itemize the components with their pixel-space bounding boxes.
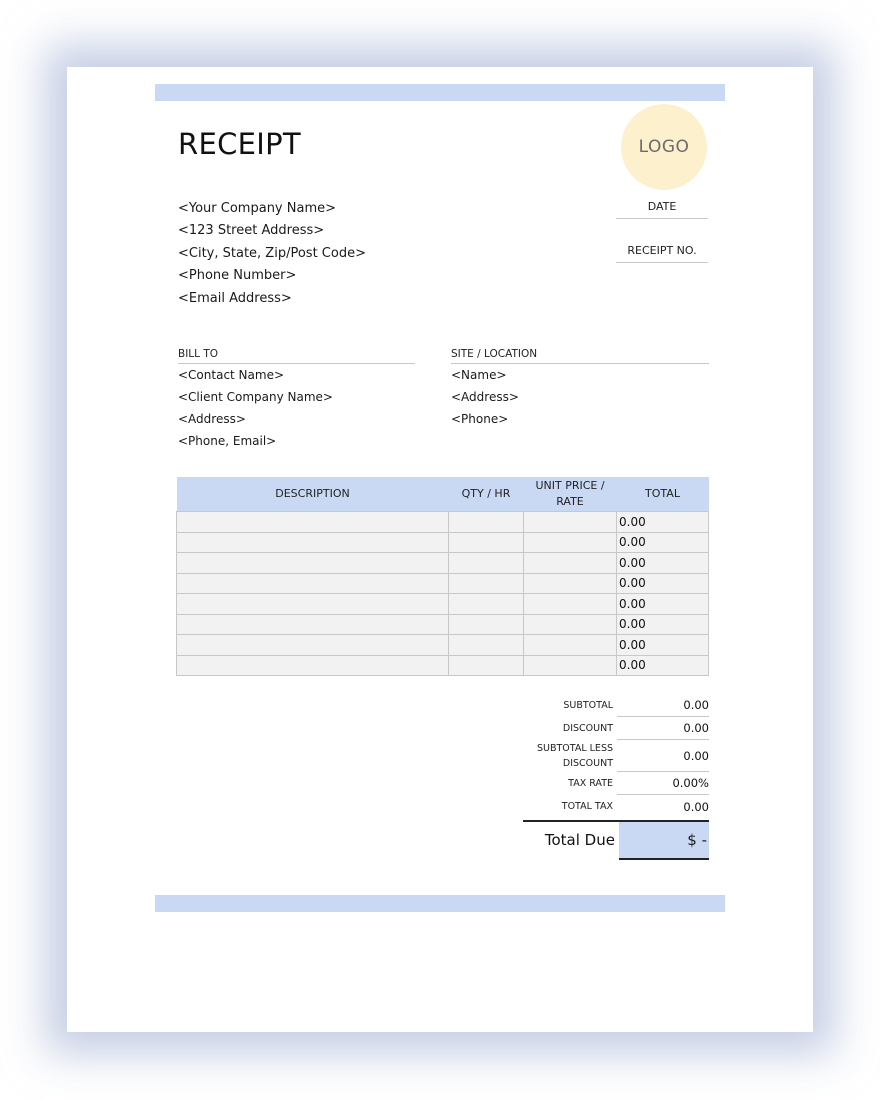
subtotal-row <box>523 694 709 717</box>
subtotal-label: SUBTOTAL <box>563 700 613 711</box>
unit-price-cell[interactable] <box>524 532 617 553</box>
total-tax-label: TOTAL TAX <box>561 801 613 812</box>
total-due-value: $ - <box>619 822 709 860</box>
description-cell[interactable] <box>177 635 449 656</box>
header-qty: QTY / HR <box>449 477 524 512</box>
description-cell[interactable] <box>177 553 449 574</box>
total-cell: 0.00 <box>617 655 709 676</box>
header-unit-price-line1: UNIT PRICE / <box>535 479 605 492</box>
qty-cell[interactable] <box>449 655 524 676</box>
bill-to-heading: BILL TO <box>178 348 415 364</box>
table-header-row <box>177 477 709 512</box>
qty-cell[interactable] <box>449 635 524 656</box>
qty-cell[interactable] <box>449 553 524 574</box>
table-row <box>177 532 709 553</box>
company-email[interactable]: <Email Address> <box>178 290 292 306</box>
table-row <box>177 655 709 676</box>
qty-cell[interactable] <box>449 573 524 594</box>
subtotal-less-discount-line1: SUBTOTAL LESS <box>536 743 613 754</box>
table-row <box>177 635 709 656</box>
bill-to-contact[interactable]: <Contact Name> <box>178 368 285 382</box>
discount-row <box>523 717 709 740</box>
bottom-accent-bar <box>155 895 725 912</box>
site-heading: SITE / LOCATION <box>451 348 709 364</box>
receipt-page <box>67 67 813 1032</box>
total-due-row <box>523 820 709 860</box>
total-tax-value: 0.00 <box>683 799 709 814</box>
discount-value[interactable]: 0.00 <box>617 717 709 740</box>
tax-rate-label: TAX RATE <box>568 778 613 789</box>
unit-price-cell[interactable] <box>524 553 617 574</box>
date-field[interactable]: DATE <box>616 200 708 219</box>
unit-price-cell[interactable] <box>524 594 617 615</box>
subtotal-less-discount-label <box>523 741 617 771</box>
total-tax-row <box>523 795 709 818</box>
qty-cell[interactable] <box>449 532 524 553</box>
bill-to-phone-email[interactable]: <Phone, Email> <box>178 434 277 448</box>
summary-section <box>523 694 709 860</box>
unit-price-cell[interactable] <box>524 655 617 676</box>
table-row <box>177 614 709 635</box>
company-street[interactable]: <123 Street Address> <box>178 223 325 239</box>
logo-placeholder[interactable] <box>621 104 707 190</box>
total-cell: 0.00 <box>617 635 709 656</box>
total-due-label: Total Due <box>544 831 615 849</box>
site-location-section <box>451 348 709 430</box>
unit-price-cell[interactable] <box>524 635 617 656</box>
company-name[interactable]: <Your Company Name> <box>178 201 336 216</box>
total-cell: 0.00 <box>617 614 709 635</box>
qty-cell[interactable] <box>449 614 524 635</box>
unit-price-cell[interactable] <box>524 573 617 594</box>
total-cell: 0.00 <box>617 573 709 594</box>
total-cell: 0.00 <box>617 594 709 615</box>
header-unit-price <box>524 477 617 512</box>
header-description: DESCRIPTION <box>177 477 449 512</box>
description-cell[interactable] <box>177 512 449 533</box>
company-info <box>178 198 366 310</box>
receipt-number-field[interactable]: RECEIPT NO. <box>616 244 708 263</box>
bill-to-company[interactable]: <Client Company Name> <box>178 390 333 404</box>
receipt-title: RECEIPT <box>178 127 301 161</box>
qty-cell[interactable] <box>449 594 524 615</box>
company-city[interactable]: <City, State, Zip/Post Code> <box>178 245 366 261</box>
table-row <box>177 553 709 574</box>
logo-text: LOGO <box>638 137 690 157</box>
site-address[interactable]: <Address> <box>451 390 519 404</box>
description-cell[interactable] <box>177 614 449 635</box>
table-row <box>177 512 709 533</box>
description-cell[interactable] <box>177 573 449 594</box>
line-items-table <box>176 477 709 676</box>
tax-rate-value[interactable]: 0.00% <box>617 772 709 795</box>
table-row <box>177 594 709 615</box>
top-accent-bar <box>155 84 725 101</box>
bill-to-section <box>178 348 415 452</box>
tax-rate-row <box>523 772 709 795</box>
qty-cell[interactable] <box>449 512 524 533</box>
discount-label: DISCOUNT <box>562 723 613 734</box>
site-name[interactable]: <Name> <box>451 368 507 382</box>
unit-price-cell[interactable] <box>524 512 617 533</box>
unit-price-cell[interactable] <box>524 614 617 635</box>
subtotal-less-discount-value: 0.00 <box>617 740 709 772</box>
description-cell[interactable] <box>177 655 449 676</box>
description-cell[interactable] <box>177 532 449 553</box>
site-phone[interactable]: <Phone> <box>451 412 509 426</box>
table-row <box>177 573 709 594</box>
bill-to-address[interactable]: <Address> <box>178 412 246 426</box>
total-cell: 0.00 <box>617 553 709 574</box>
subtotal-less-discount-line2: DISCOUNT <box>562 758 613 769</box>
header-unit-price-line2: RATE <box>556 495 584 508</box>
company-phone[interactable]: <Phone Number> <box>178 268 297 284</box>
subtotal-value: 0.00 <box>617 694 709 717</box>
total-cell: 0.00 <box>617 532 709 553</box>
subtotal-less-discount-row <box>523 740 709 772</box>
total-cell: 0.00 <box>617 512 709 533</box>
description-cell[interactable] <box>177 594 449 615</box>
header-total: TOTAL <box>617 477 709 512</box>
